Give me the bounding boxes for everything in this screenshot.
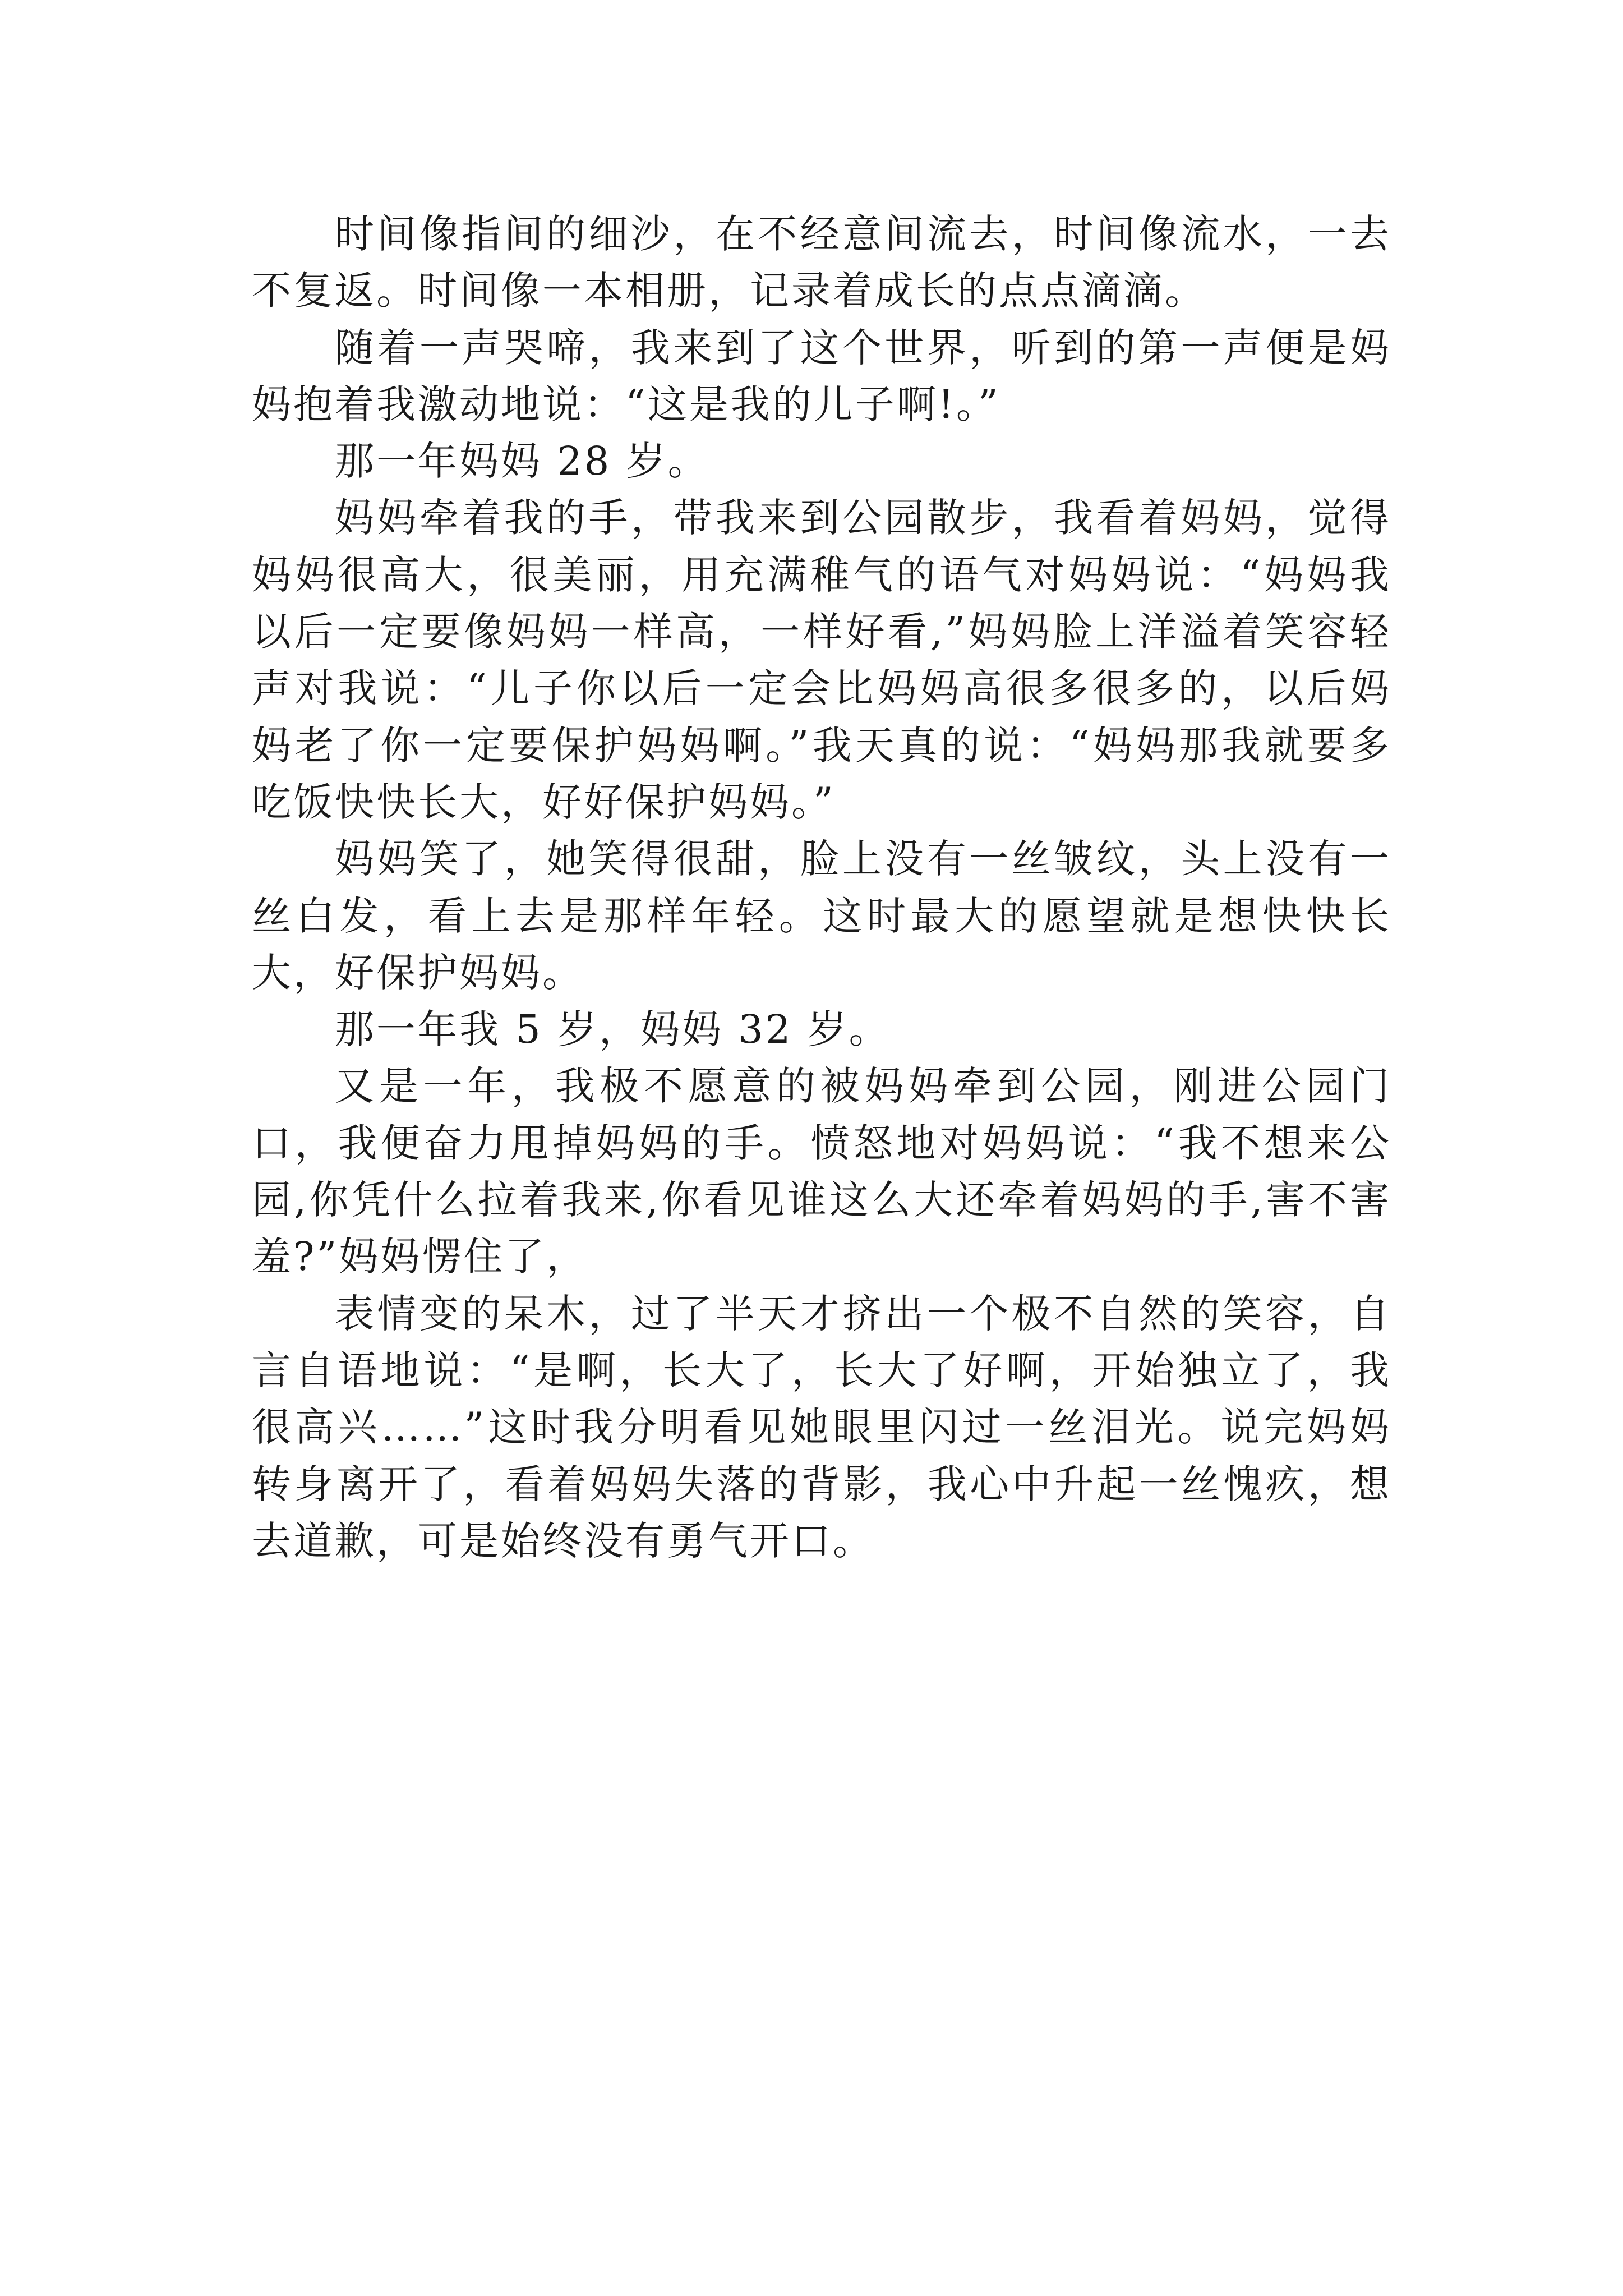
paragraph-6: 那一年我 5 岁，妈妈 32 岁。: [335, 1006, 891, 1053]
paragraph-5: 妈妈笑了，她笑得很甜，脸上没有一丝皱纹，头上没有一丝白发，看上去是那样年轻。这时最大的愿望就是想快快长大，好保护妈妈。: [252, 836, 1391, 996]
paragraph-1: 时间像指间的细沙，在不经意间流去，时间像流水，一去不复返。时间像一本相册，记录着成长的点点滴滴。: [252, 211, 1391, 314]
paragraph-7: 又是一年，我极不愿意的被妈妈牵到公园，刚进公园门口，我便奋力甩掉妈妈的手。愤怒地对妈妈说：“我不想来公园,你凭什么拉着我来,你看见谁这么大还牵着妈妈的手,害不害羞?”妈妈愣住了，: [252, 1063, 1391, 1280]
paragraph-2: 随着一声哭啼，我来到了这个世界，听到的第一声便是妈妈抱着我激动地说：“这是我的儿子啊!。”: [252, 324, 1391, 427]
paragraph-8: 表情变的呆木，过了半天才挤出一个极不自然的笑容，自言自语地说：“是啊，长大了，长大了好啊，开始独立了，我很高兴……”这时我分明看见她眼里闪过一丝泪光。说完妈妈转身离开了，看着妈妈失落的背影，我心中升起一丝愧疚，想去道歉，可是始终没有勇气开口。: [252, 1290, 1391, 1564]
paragraph-4: 妈妈牵着我的手，带我来到公园散步，我看着妈妈，觉得妈妈很高大，很美丽，用充满稚气的语气对妈妈说：“妈妈我以后一定要像妈妈一样高，一样好看,”妈妈脸上洋溢着笑容轻声对我说：“儿子你以后一定会比妈妈高很多很多的，以后妈妈老了你一定要保护妈妈啊。”我天真的说：“妈妈那我就要多吃饭快快长大，好好保护妈妈。”: [252, 495, 1391, 825]
paragraph-3: 那一年妈妈 28 岁。: [335, 438, 709, 485]
document-body: [252, 206, 1391, 1570]
